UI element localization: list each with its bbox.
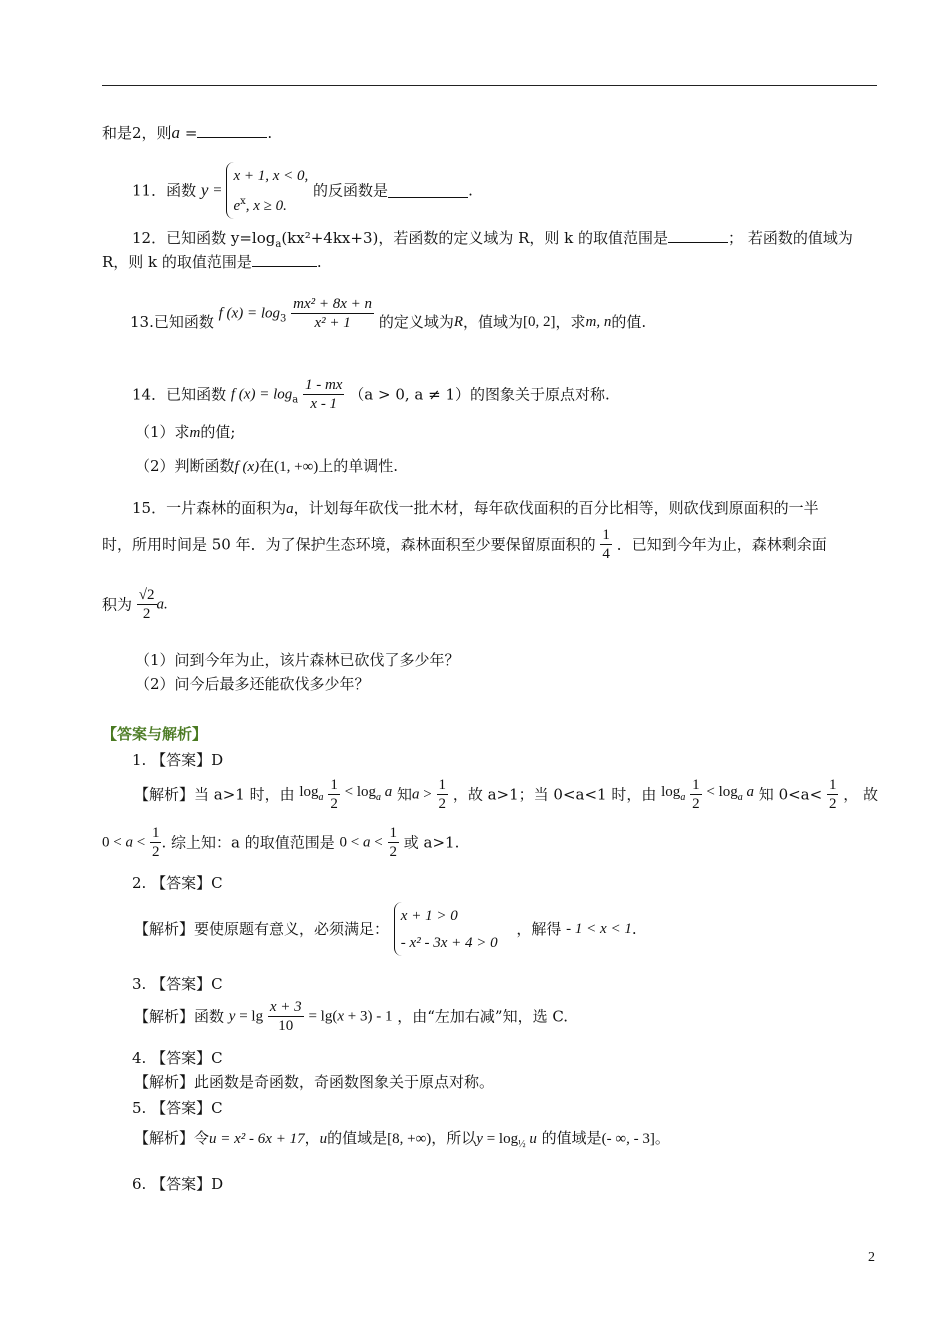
answer-blank	[252, 252, 317, 267]
answer-2: 2. 【答案】C	[132, 874, 223, 892]
question-14-part1: （1）求m的值;	[135, 423, 236, 441]
question-15-part1: （1）问到今年为止，该片森林已砍伐了多少年？	[135, 651, 460, 669]
answer-6: 6. 【答案】D	[132, 1175, 224, 1193]
question-15-part2: （2）问今后最多还能砍伐多少年？	[135, 675, 370, 693]
answer-3: 3. 【答案】C	[132, 975, 223, 993]
q15-fraction-sqrt: $\frac{√2}{2}$	[138, 587, 155, 622]
system-brace: x + 1 > 0 - x² - 3x + 4 > 0	[394, 902, 498, 956]
question-15-line3: 积为 $\frac{√2}{2}$ a.	[102, 587, 168, 622]
explanation-1-line2: 0 < a < $\frac{1}{2}$ . 综上知：a 的取值范围是 0 < a < $\frac{1}{2}$ 或 a>1.	[102, 825, 460, 860]
q15-fraction-quarter: $\frac{1}{4}$	[602, 527, 610, 562]
explanation-4: 【解析】此函数是奇函数，奇函数图象关于原点对称。	[134, 1073, 495, 1091]
header-rule	[102, 85, 877, 86]
piecewise-brace: x + 1, x < 0, $e^x$, x ≥ 0.	[226, 162, 308, 219]
q14-fraction: $\frac{1 - mx}{x - 1}$	[304, 377, 343, 412]
answers-heading: 【答案与解析】	[102, 725, 208, 743]
answer-1: 1. 【答案】D	[132, 751, 224, 769]
question-15-line1: 15．一片森林的面积为a，计划每年砍伐一批木材，每年砍伐面积的百分比相等，则砍伐到原面积的一半	[132, 499, 819, 517]
question-12-line2: R，则 k 的取值范围是 .	[102, 253, 322, 271]
answer-4: 4. 【答案】C	[132, 1049, 223, 1067]
question-11: 11．函数 y = x + 1, x < 0, $e^x$, x ≥ 0. 的反函数是 .	[132, 162, 473, 212]
q10-tail: 和是2，则a = .	[102, 123, 273, 142]
explanation-5: 【解析】令u = x² - 6x + 17，u的值域是[8, +∞)，所以$y = \log_{\frac{1}{2}} u$ 的值域是(- ∞, - 3]。	[134, 1129, 670, 1150]
answer-blank	[388, 183, 468, 198]
page-number: 2	[868, 1250, 875, 1265]
question-14-part2: （2）判断函数f (x)在(1, +∞)上的单调性.	[135, 457, 399, 475]
answer-blank	[197, 123, 267, 138]
question-13: 13.已知函数 f $(x) = \log_3$ $\frac{\text{mx² + 8x + n}}{\text{x² + 1}}$ 的定义域为R，值域为[0, 2]，求m, n的值.	[130, 296, 647, 331]
q13-fraction: $\frac{\text{mx² + 8x + n}}{\text{x² + 1}}$	[293, 296, 373, 331]
question-12-line1: 12．已知函数 $y=\log_a(kx^2+4kx+3)$，若函数的定义域为 R，则 k 的取值范围是 ； 若函数的值域为	[132, 229, 853, 250]
explanation-3: 【解析】函数 y = lg $\frac{x + 3}{10}$ = lg(x + 3) - 1 ，由“左加右减”知，选 C.	[134, 999, 569, 1034]
answer-blank	[668, 228, 728, 243]
answer-5: 5. 【答案】C	[132, 1099, 223, 1117]
explanation-2: 【解析】要使原题有意义，必须满足： x + 1 > 0 - x² - 3x + 4 > 0 ，解得 - 1 < x < 1.	[134, 902, 637, 958]
explanation-1-line1: 【解析】当 a>1 时，由 $\log_a$ $\frac{1}{2}$ < $\log_a a$ 知a > $\frac{1}{2}$ ，故 a>1；当 0<a<1 时，由 $\log_a$ $\frac{1}{2}$ < $\log_a a$ 知 0<a< $\frac{1}{2}$ ， 故	[134, 777, 879, 812]
question-14: 14．已知函数 f $(x) = \log_a$ $\frac{1 - mx}{x - 1}$ （a > 0, a ≠ 1）的图象关于原点对称.	[132, 377, 610, 412]
question-15-line2: 时，所用时间是 50 年．为了保护生态环境，森林面积至少要保留原面积的 $\frac{1}{4}$ ．已知到今年为止，森林剩余面	[102, 527, 827, 562]
